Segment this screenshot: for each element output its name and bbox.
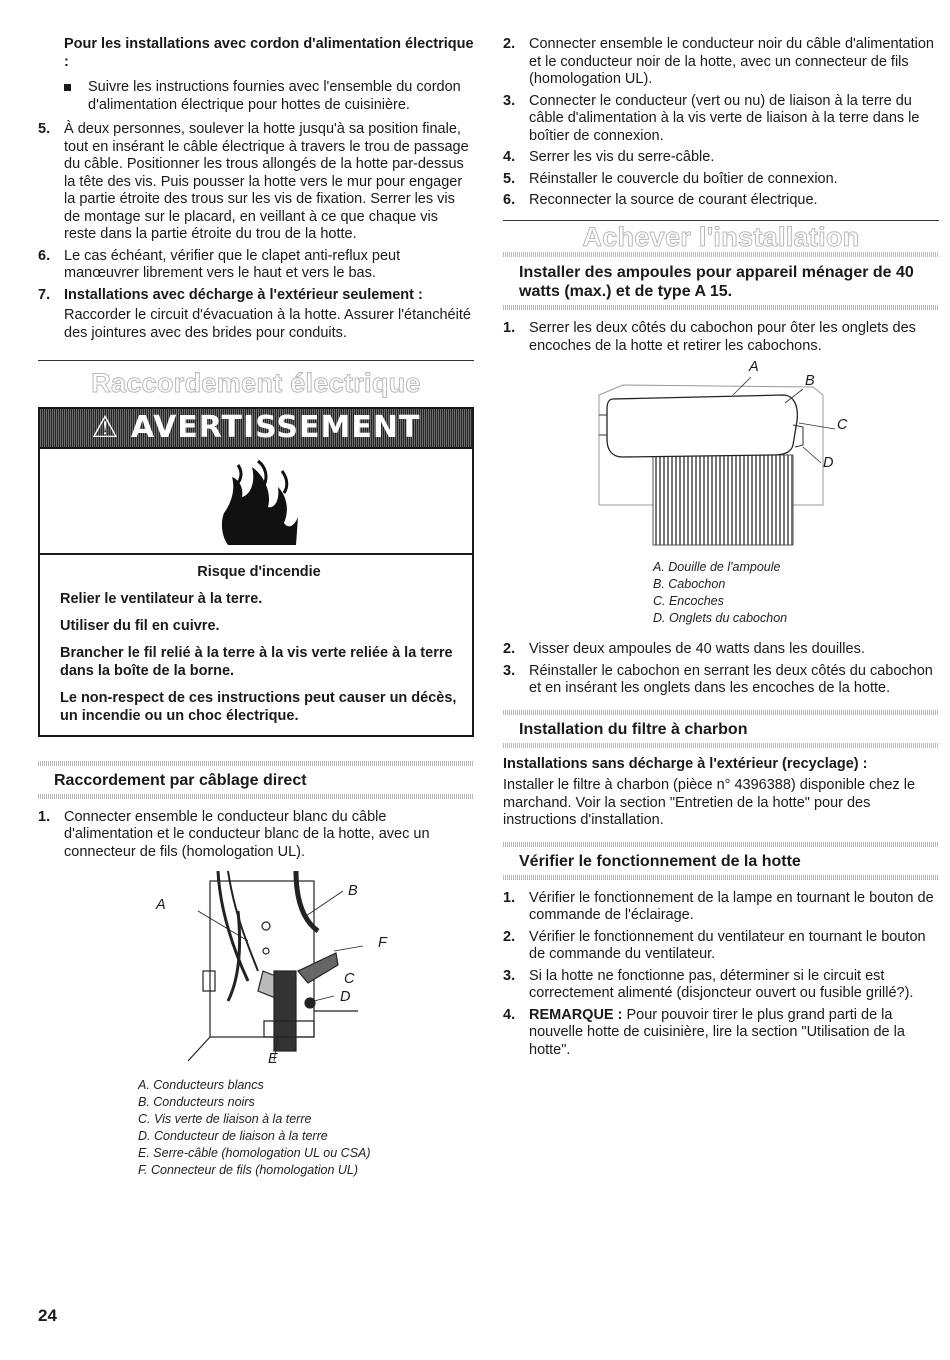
hatch-divider xyxy=(503,875,939,880)
hatch-divider xyxy=(503,305,939,310)
list-item xyxy=(38,79,474,114)
note-label: REMARQUE : xyxy=(529,1006,623,1023)
step-number: 6. xyxy=(38,247,51,264)
bulb-captions xyxy=(503,559,939,627)
section-divider xyxy=(38,360,474,361)
step-number: 5. xyxy=(503,170,516,187)
step-number: 1. xyxy=(38,808,51,825)
fire-icon xyxy=(208,457,308,547)
caption-line: E. Serre-câble (homologation UL ou CSA) xyxy=(138,1146,371,1160)
caption-line: B. Cabochon xyxy=(653,577,726,591)
step-7-heading: Installations avec décharge à l'extérieur seulement : xyxy=(64,286,423,303)
step-7-text: Raccorder le circuit d'évacuation à la hotte. Assurer l'étanchéité des jointures avec des brides pour conduits. xyxy=(64,307,471,341)
warning-subtitle: Risque d'incendie xyxy=(197,563,321,580)
step-5 xyxy=(38,121,474,244)
step-text: Reconnecter la source de courant électrique. xyxy=(529,192,818,208)
wiring-diagram-image xyxy=(38,871,474,1071)
warning-box xyxy=(38,407,474,737)
step-6 xyxy=(503,192,939,210)
caption-line: D. Conducteur de liaison à la terre xyxy=(138,1129,328,1143)
step-text: Vérifier le fonctionnement du ventilateur en tournant le bouton de commande du ventilateur. xyxy=(529,928,926,962)
fire-icon-panel xyxy=(40,449,472,555)
section-divider xyxy=(503,220,939,221)
step-text: Serrer les vis du serre-câble. xyxy=(529,149,715,165)
step-number: 4. xyxy=(503,149,516,165)
hatch-divider xyxy=(38,794,474,799)
step-number: 3. xyxy=(503,967,516,984)
figure-label-b: B xyxy=(348,883,358,899)
caption-line: A. Douille de l'ampoule xyxy=(653,560,781,574)
step-text: Connecter ensemble le conducteur blanc du câble d'alimentation et le conducteur blanc de la hotte, avec un connecteur de fils (homologation UL). xyxy=(64,808,430,860)
direct-wiring-heading: Raccordement par câblage direct xyxy=(54,771,307,789)
caption-line: C. Encoches xyxy=(653,594,724,608)
bulb-figure xyxy=(503,359,939,555)
warning-line: Brancher le fil relié à la terre à la vis verte reliée à la terre dans la boîte de la borne. xyxy=(60,644,453,679)
direct-step-1 xyxy=(38,809,474,862)
hood-light-diagram-image xyxy=(503,365,939,555)
filter-heading: Installation du filtre à charbon xyxy=(519,720,748,738)
step-number: 6. xyxy=(503,192,516,208)
figure-label-f: F xyxy=(378,935,387,951)
step-text: Réinstaller le couvercle du boîtier de connexion. xyxy=(529,170,838,187)
figure-label-b: B xyxy=(805,373,815,389)
figure-label-d: D xyxy=(823,455,834,471)
step-6 xyxy=(38,248,474,283)
step-3 xyxy=(503,93,939,146)
bullet-square-icon xyxy=(64,84,71,91)
step-7 xyxy=(38,287,474,305)
caption-line: D. Onglets du cabochon xyxy=(653,611,788,625)
step-number: 1. xyxy=(503,889,516,906)
hatch-divider xyxy=(503,252,939,257)
step-text: Si la hotte ne fonctionne pas, déterminer si le circuit est correctement alimenté (disjoncteur ouvert ou fusible grillé?). xyxy=(529,967,914,1001)
step-number: 2. xyxy=(503,928,516,945)
step-number: 2. xyxy=(503,641,516,657)
step-text: Connecter le conducteur (vert ou nu) de liaison à la terre du câble d'alimentation à la vis verte de liaison à la terre dans le boîtier de connexion. xyxy=(529,92,920,144)
hatch-divider xyxy=(503,710,939,715)
check-step-1 xyxy=(503,890,939,925)
check-heading: Vérifier le fonctionnement de la hotte xyxy=(519,852,801,870)
figure-label-e: E xyxy=(268,1051,278,1067)
figure-label-c: C xyxy=(837,417,848,433)
check-step-2 xyxy=(503,929,939,964)
step-text: Visser deux ampoules de 40 watts dans les douilles. xyxy=(529,641,865,657)
right-column xyxy=(503,36,939,1059)
check-step-4 xyxy=(503,1007,939,1060)
step-text: Vérifier le fonctionnement de la lampe en tournant le bouton de commande de l'éclairage. xyxy=(529,889,934,923)
bulbs-step-3 xyxy=(503,663,939,698)
warning-title: ⚠ AVERTISSEMENT xyxy=(91,409,421,445)
step-number: 5. xyxy=(38,121,51,137)
check-step-3 xyxy=(503,968,939,1003)
warning-line: Relier le ventilateur à la terre. xyxy=(60,590,263,607)
wiring-captions xyxy=(38,1077,474,1179)
step-text: Le cas échéant, vérifier que le clapet anti-reflux peut manœuvrer librement vers le haut et vers le bas. xyxy=(64,247,401,281)
hatch-divider xyxy=(503,743,939,748)
hatch-divider xyxy=(503,842,939,847)
step-number: 3. xyxy=(503,662,516,679)
warning-line: Le non-respect de ces instructions peut causer un décès, un incendie ou un choc électrique. xyxy=(60,689,457,724)
step-number: 4. xyxy=(503,1006,516,1023)
warning-line: Utiliser du fil en cuivre. xyxy=(60,617,220,634)
warning-content xyxy=(40,555,472,735)
figure-label-a: A xyxy=(156,897,166,913)
wiring-figure xyxy=(38,871,474,1071)
step-number: 7. xyxy=(38,286,51,303)
caption-line: C. Vis verte de liaison à la terre xyxy=(138,1112,312,1126)
step-number: 2. xyxy=(503,36,516,52)
caption-line: F. Connecteur de fils (homologation UL) xyxy=(138,1163,359,1177)
step-number: 3. xyxy=(503,92,516,109)
step-5 xyxy=(503,171,939,189)
figure-label-d: D xyxy=(340,989,351,1005)
bulbs-heading: Installer des ampoules pour appareil ménager de 40 watts (max.) et de type A 15. xyxy=(519,264,914,300)
step-text: Pour pouvoir tirer le plus grand parti de la nouvelle hotte de cuisinière, lire la section "Utilisation de la hotte". xyxy=(529,1006,905,1058)
section-title-finish: Achever l'installation xyxy=(582,221,860,252)
step-text: Connecter ensemble le conducteur noir du câble d'alimentation et le conducteur noir de la hotte, avec un connecteur de fils (homologation UL). xyxy=(529,36,934,87)
step-4 xyxy=(503,149,939,167)
hatch-divider xyxy=(38,761,474,766)
step-2 xyxy=(503,36,939,89)
figure-label-a: A xyxy=(749,359,759,375)
warning-header xyxy=(40,409,472,449)
page-number: 24 xyxy=(38,1306,57,1325)
step-text: À deux personnes, soulever la hotte jusqu'à sa position finale, tout en insérant le câble électrique à travers le trou de passage du câble. Positionner les trous allongés de la hotte par-dessus la tête des vis. Puis pousser la hotte vers le mur pour engager la partie étroite des trous sur les vis de fixation. Serrer les vis de montage sur le placard, en veillant à ce que chaque vis reste dans la partie étroite du trou de la hotte. xyxy=(64,121,469,242)
power-cord-heading: Pour les installations avec cordon d'alimentation électrique : xyxy=(64,36,474,70)
caption-line: A. Conducteurs blancs xyxy=(138,1078,264,1092)
step-number: 1. xyxy=(503,320,516,336)
caption-line: B. Conducteurs noirs xyxy=(138,1095,255,1109)
step-text: Serrer les deux côtés du cabochon pour ôter les onglets des encoches de la hotte et retirer les cabochons. xyxy=(529,320,916,354)
filter-text: Installer le filtre à charbon (pièce n° 4396388) disponible chez le marchand. Voir la section "Entretien de la hotte" pour des instructions d'installation. xyxy=(503,777,916,828)
filter-subheading: Installations sans décharge à l'extérieur (recyclage) : xyxy=(503,755,868,772)
bulbs-step-2 xyxy=(503,641,939,659)
figure-label-c: C xyxy=(344,971,355,987)
bulbs-step-1 xyxy=(503,320,939,355)
step-text: Réinstaller le cabochon en serrant les deux côtés du cabochon et en insérant les onglets dans les encoches de la hotte. xyxy=(529,662,933,696)
left-column xyxy=(38,36,474,1179)
power-cord-bullet-text: Suivre les instructions fournies avec l'ensemble du cordon d'alimentation électrique pour hottes de cuisinière. xyxy=(88,79,461,113)
section-title-electrical: Raccordement électrique xyxy=(91,368,421,398)
